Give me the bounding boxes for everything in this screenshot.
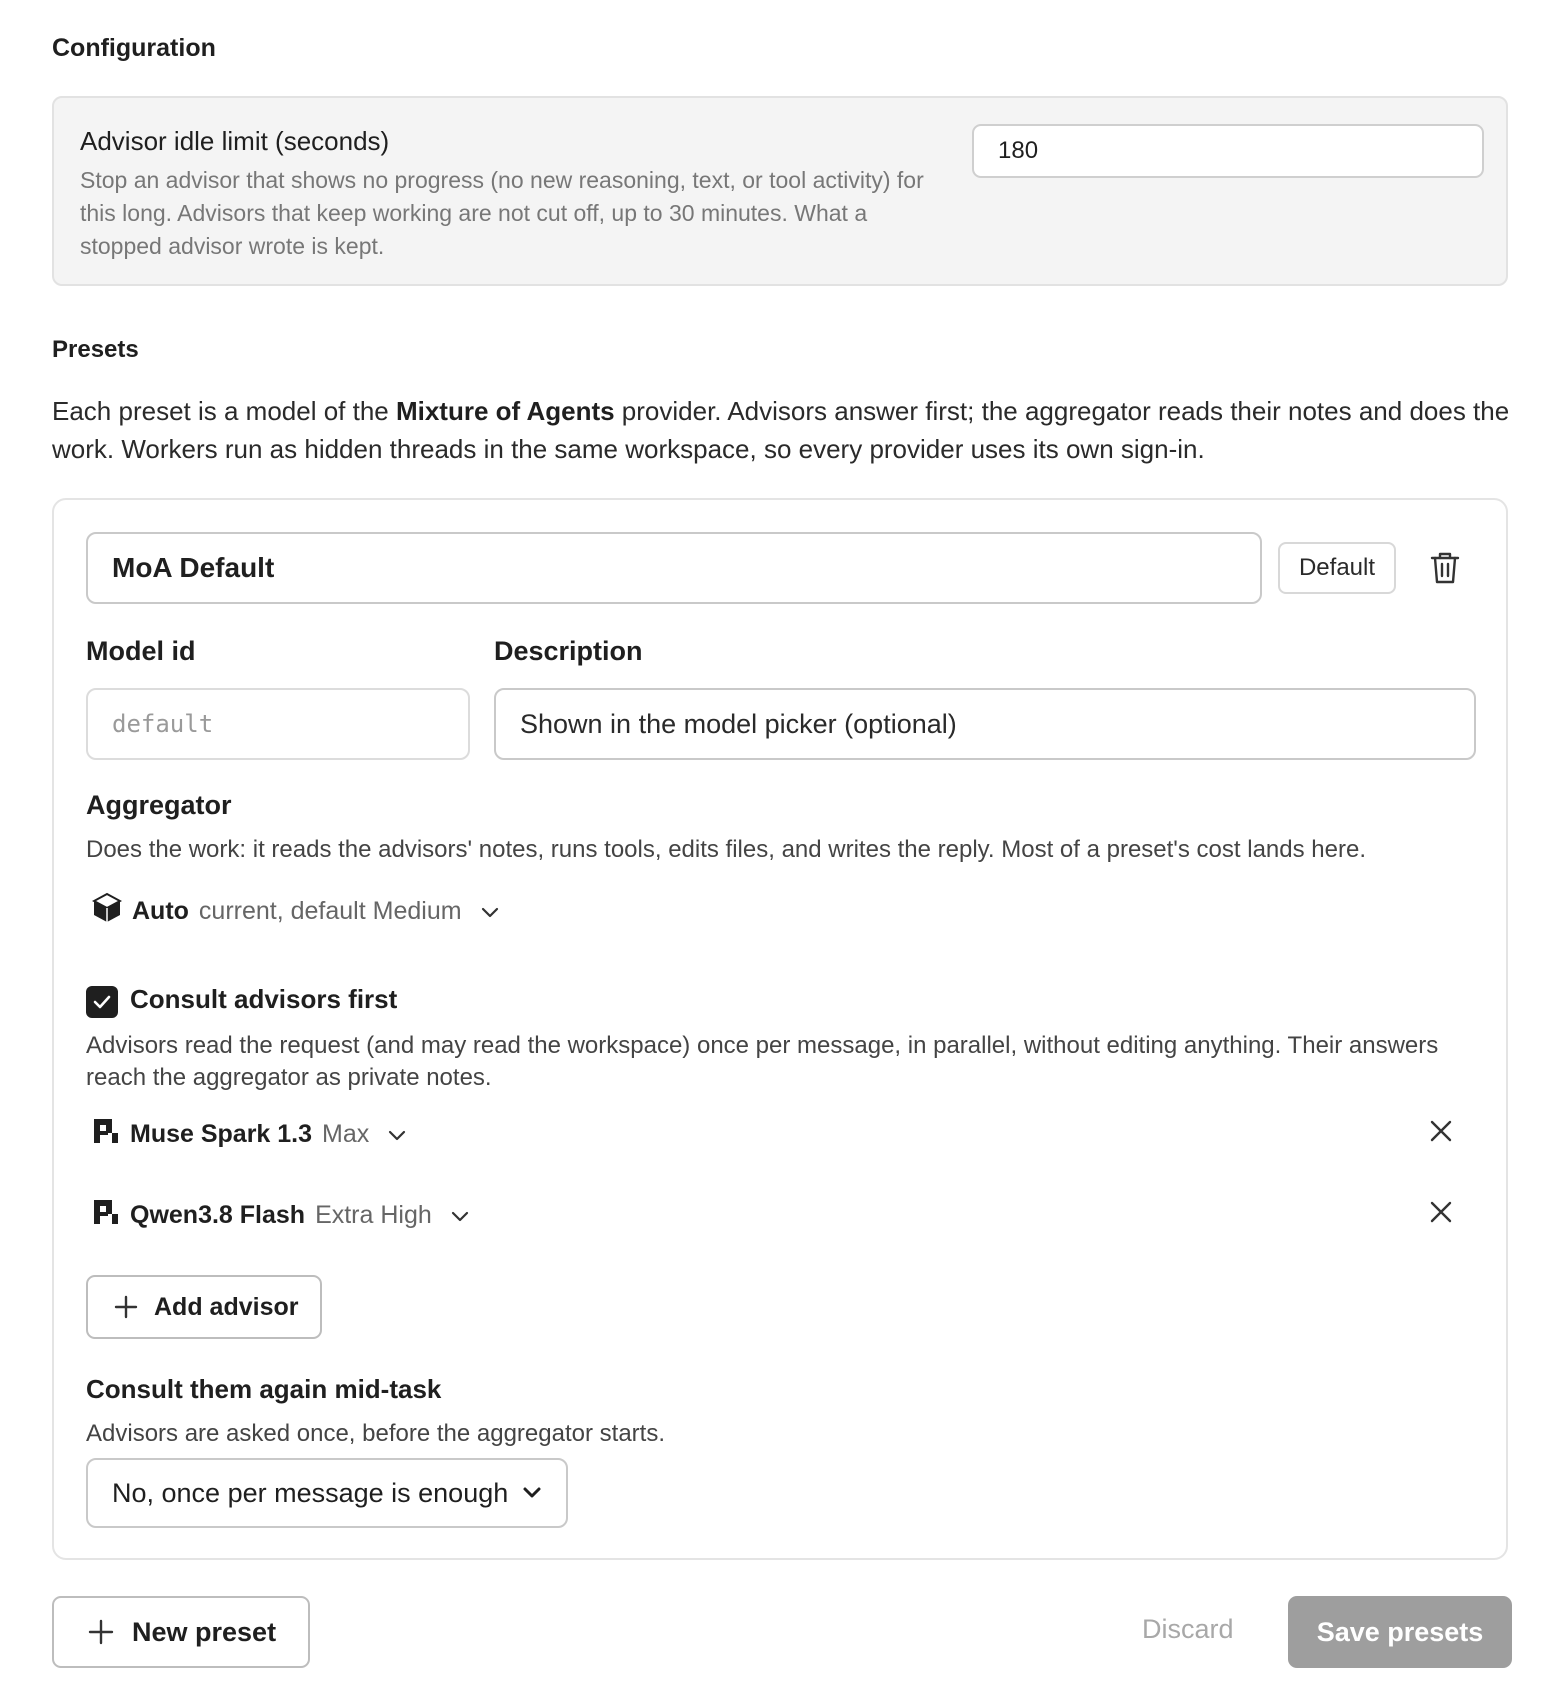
advisor-1-name: Muse Spark 1.3 bbox=[130, 1120, 313, 1148]
add-advisor-button[interactable] bbox=[86, 1275, 322, 1339]
advisor-row-2-picker[interactable] bbox=[92, 1198, 470, 1233]
presets-intro-text: Each preset is a model of the bbox=[52, 396, 396, 426]
chevron-down-icon bbox=[379, 1120, 407, 1149]
advisor-2-name: Qwen3.8 Flash bbox=[130, 1201, 306, 1229]
save-presets-button[interactable]: Save presets bbox=[1288, 1596, 1512, 1668]
chevron-down-icon bbox=[522, 1486, 542, 1500]
model-id-label: Model id bbox=[86, 636, 196, 666]
presets-intro-provider: Mixture of Agents bbox=[395, 396, 615, 426]
advisor-row-1-picker[interactable] bbox=[92, 1117, 407, 1152]
idle-limit-input[interactable] bbox=[972, 124, 1484, 178]
default-button[interactable]: Default bbox=[1278, 542, 1396, 594]
model-id-input[interactable] bbox=[86, 688, 470, 760]
aggregator-model-name: Auto bbox=[132, 897, 189, 925]
aggregator-model-picker[interactable] bbox=[92, 892, 500, 931]
configuration-heading: Configuration bbox=[52, 34, 216, 62]
aggregator-label: Aggregator bbox=[86, 790, 232, 820]
mid-task-description: Advisors are asked once, before the aggregator starts. bbox=[86, 1420, 665, 1447]
mid-task-selected-value: No, once per message is enough bbox=[112, 1477, 509, 1508]
preset-name-input[interactable] bbox=[86, 532, 1262, 604]
consult-advisors-label[interactable]: Consult advisors first bbox=[130, 984, 398, 1014]
idle-limit-label: Advisor idle limit (seconds) bbox=[80, 126, 390, 156]
preset-card bbox=[52, 498, 1508, 1560]
advisor-2-effort: Extra High bbox=[315, 1201, 432, 1229]
description-input[interactable] bbox=[494, 688, 1476, 760]
mid-task-select[interactable] bbox=[86, 1458, 568, 1528]
trash-icon[interactable] bbox=[1428, 550, 1462, 586]
presets-heading: Presets bbox=[52, 336, 139, 363]
description-label: Description bbox=[494, 636, 643, 666]
remove-advisor-2-button[interactable] bbox=[1428, 1199, 1454, 1225]
provider-logo-icon bbox=[92, 1117, 120, 1152]
presets-intro-text-rest: provider. Advisors answer first; the aggregator reads their notes and does the work. Workers run as hidden threads in the same workspace, so every provider uses its own sign-in. bbox=[52, 396, 1510, 464]
presets-intro bbox=[52, 392, 1512, 468]
aggregator-description: Does the work: it reads the advisors' notes, runs tools, edits files, and writes the reply. Most of a preset's cost lands here. bbox=[86, 836, 1366, 863]
plus-icon bbox=[114, 1295, 138, 1319]
provider-logo-icon bbox=[92, 1198, 120, 1233]
close-icon bbox=[1428, 1199, 1454, 1225]
close-icon bbox=[1428, 1118, 1454, 1144]
plus-icon bbox=[88, 1619, 114, 1645]
consult-advisors-checkbox[interactable] bbox=[86, 986, 118, 1018]
new-preset-button[interactable] bbox=[52, 1596, 310, 1668]
add-advisor-label: Add advisor bbox=[154, 1292, 299, 1321]
advisor-1-effort: Max bbox=[322, 1120, 370, 1148]
chevron-down-icon bbox=[472, 897, 500, 926]
mid-task-label: Consult them again mid-task bbox=[86, 1374, 442, 1404]
new-preset-label: New preset bbox=[132, 1616, 277, 1647]
cube-icon bbox=[92, 892, 122, 931]
aggregator-model-detail: current, default Medium bbox=[198, 897, 462, 925]
remove-advisor-1-button[interactable] bbox=[1428, 1118, 1454, 1144]
idle-limit-panel bbox=[52, 96, 1508, 286]
chevron-down-icon bbox=[442, 1201, 470, 1230]
idle-limit-description: Stop an advisor that shows no progress (no new reasoning, text, or tool activity) for this long. Advisors that keep working are not cut off, up to 30 minutes. What a stopped advisor wrote is kept. bbox=[80, 167, 924, 259]
discard-button[interactable]: Discard bbox=[1142, 1614, 1234, 1644]
consult-advisors-description: Advisors read the request (and may read the workspace) once per message, in parallel, without editing anything. Their answers reach the aggregator as private notes. bbox=[86, 1032, 1439, 1091]
checkmark-icon bbox=[91, 991, 113, 1013]
